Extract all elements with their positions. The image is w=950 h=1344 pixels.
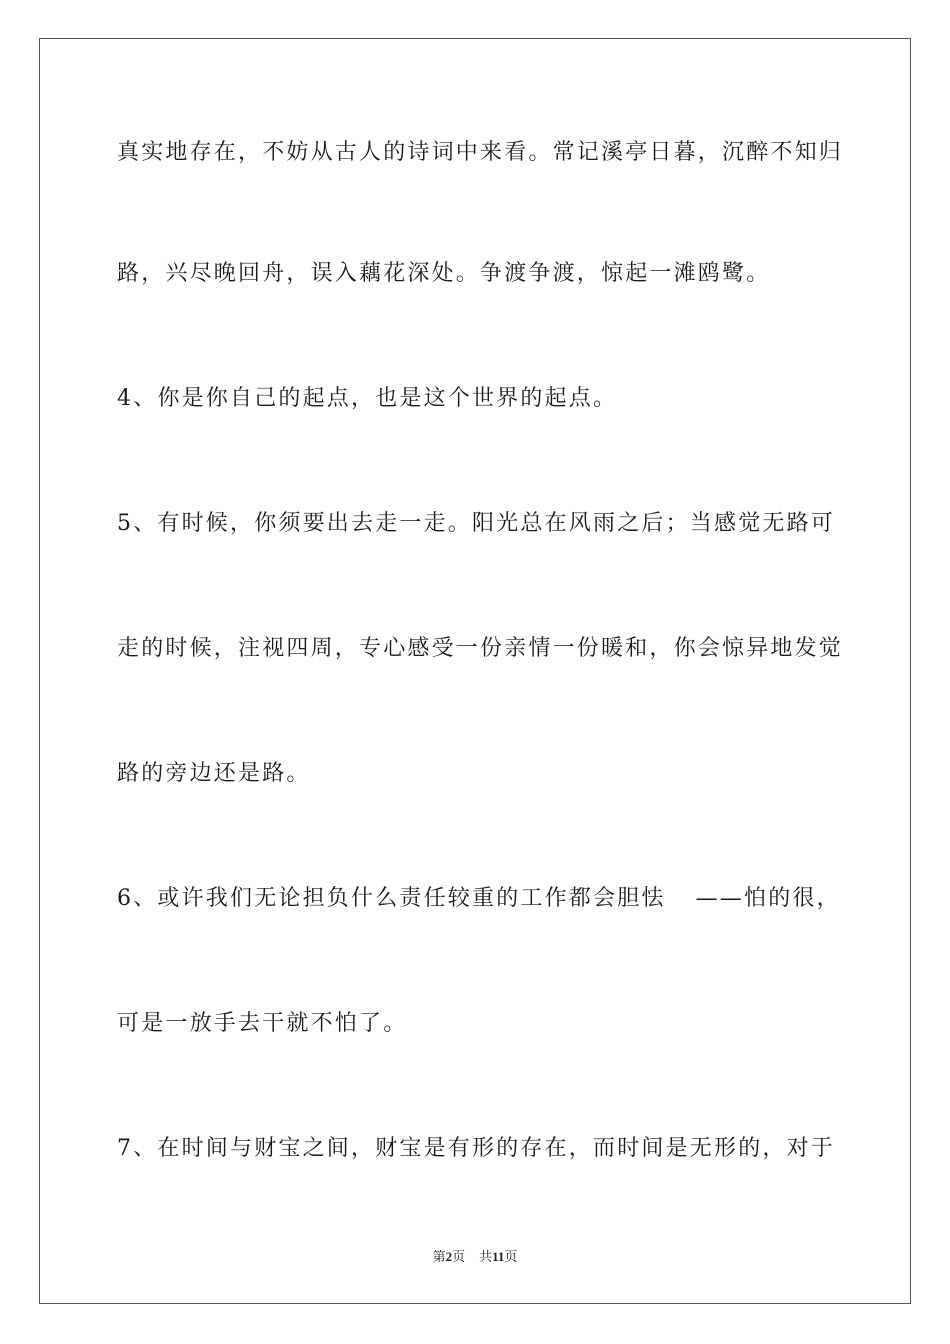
page-suffix: 页: [452, 1249, 466, 1264]
text-line: 可是一放手去干就不怕了。: [117, 1011, 408, 1036]
text-line: 路，兴尽晚回舟，误入藕花深处。争渡争渡，惊起一滩鸥鹭。: [117, 261, 771, 286]
text-line: [117, 884, 841, 914]
text-line: 4、你是你自己的起点，也是这个世界的起点。: [117, 386, 618, 411]
total-prefix: 共: [479, 1249, 493, 1264]
text-line: 7、在时间与财宝之间，财宝是有形的存在，而时间是无形的，对于: [117, 1136, 835, 1161]
page-number: 2: [445, 1249, 453, 1264]
text-line-part: 6、或许我们无论担负什么责任较重的工作都会胆怯: [117, 886, 666, 911]
text-line: 真实地存在，不妨从古人的诗词中来看。常记溪亭日暮，沉醉不知归: [117, 140, 844, 165]
text-line: 路的旁边还是路。: [117, 761, 311, 786]
text-line-part: ——怕的很，: [695, 886, 841, 911]
text-line: 走的时候，注视四周，专心感受一份亲情一份暖和，你会惊异地发觉: [117, 636, 844, 661]
total-suffix: 页: [504, 1249, 518, 1264]
page-border: [39, 38, 911, 1304]
page-footer: [0, 1248, 950, 1266]
total-number: 11: [492, 1249, 505, 1264]
text-line: 5、有时候，你须要出去走一走。阳光总在风雨之后；当感觉无路可: [117, 511, 835, 536]
page-prefix: 第: [432, 1249, 446, 1264]
